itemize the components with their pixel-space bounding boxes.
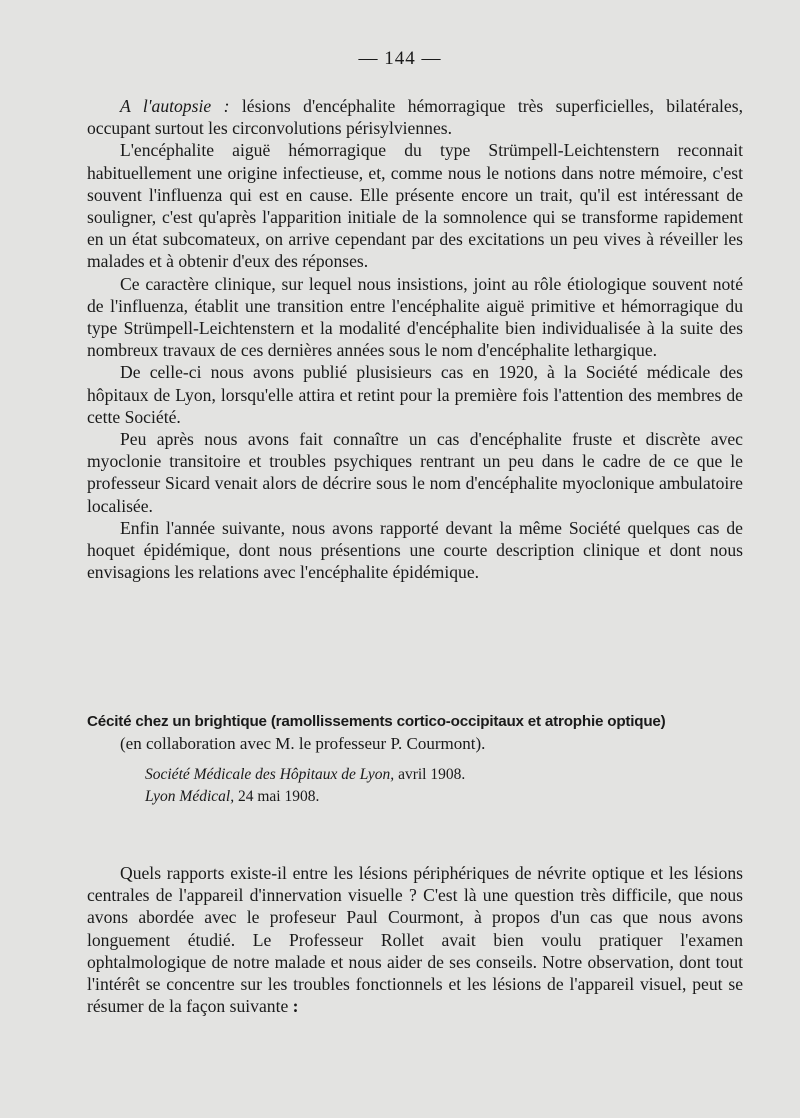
section-subheading: (en collaboration avec M. le professeur P. Courmont). (120, 734, 486, 753)
reference-journal: Société Médicale des Hôpitaux de Lyon, (145, 766, 395, 783)
paragraph: L'encéphalite aiguë hémorragique du type Strümpell-Leichtenstern reconnait habituellement une origine infectieuse, et, comme nous le notions dans notre mémoire, c'est souvent l'influenza qui est en cause. Elle présente encore un trait, qu'il est intéressant de souligner, c'est qu'après l'apparition initiale de la somnolence qui se transforme rapidement en un état subcomateux, on arrive cependant par des excitations un peu vives à réveiller les malades et à obtenir d'eux des réponses. (87, 140, 743, 272)
reference-journal: Lyon Médical, (145, 788, 235, 805)
reference-line (145, 764, 705, 786)
autopsy-text: lésions d'encéphalite hémorragique très superficielles, bilatérales, occupant surtout les circonvolutions périsylviennes. (87, 96, 743, 139)
paragraph: De celle-ci nous avons publié plusisieurs cas en 1920, à la Société médicale des hôpitaux de Lyon, lorsqu'elle attira et retint pour la première fois l'attention des membres de cette Société. (87, 362, 743, 427)
body-text-bottom (87, 862, 743, 1017)
paragraph (87, 862, 743, 1017)
page-number: — 144 — (358, 48, 442, 69)
publication-references (145, 764, 705, 808)
paragraph: Enfin l'année suivante, nous avons rapporté devant la même Société quelques cas de hoquet épidémique, dont nous présentions une courte description clinique et dont nous envisagions les relations avec l'encéphalite épidémique. (87, 517, 743, 583)
section-heading: Cécité chez un brightique (ramollissements cortico-occipitaux et atrophie optique) (87, 713, 666, 730)
paragraph: Peu après nous avons fait connaître un cas d'encéphalite fruste et discrète avec myoclonie transitoire et troubles psychiques rentrant un peu dans le cadre de ce que le professeur Sicard venait alors de décrire sous le nom d'encéphalite myoclonique ambulatoire localisée. (87, 429, 743, 516)
reference-date: avril 1908. (394, 766, 466, 783)
paragraph-colon: : (292, 996, 299, 1017)
autopsy-paragraph (87, 95, 743, 139)
paragraph-text: Quels rapports existe-il entre les lésions périphériques de névrite optique et les lésions centrales de l'appareil d'innervation visuelle ? C'est là une question très difficile, que nous avons abordée avec le profeseur Paul Courmont, à propos d'un cas que nous avons longuement étudié. Le Professeur Rollet avait bien voulu pratiquer l'examen ophtalmologique de notre malade et nous aider de ses conseils. Notre observation, dont tout l'intérêt se concentre sur les troubles fonctionnels et les lésions de l'appareil visuel, peut se résumer de la façon suivante (87, 863, 743, 1017)
body-text-top (87, 95, 743, 583)
reference-date: 24 mai 1908. (234, 788, 320, 805)
reference-line (145, 786, 705, 808)
autopsy-label: A l'autopsie : (120, 96, 230, 116)
paragraph: Ce caractère clinique, sur lequel nous insistions, joint au rôle étiologique souvent noté de l'influenza, établit une transition entre l'encéphalite aiguë primitive et hémorragique du type Strümpell-Leichtenstern et la modalité d'encéphalite bien individualisée à la suite des nombreux travaux de ces dernières années sous le nom d'encéphalite lethargique. (87, 273, 743, 361)
